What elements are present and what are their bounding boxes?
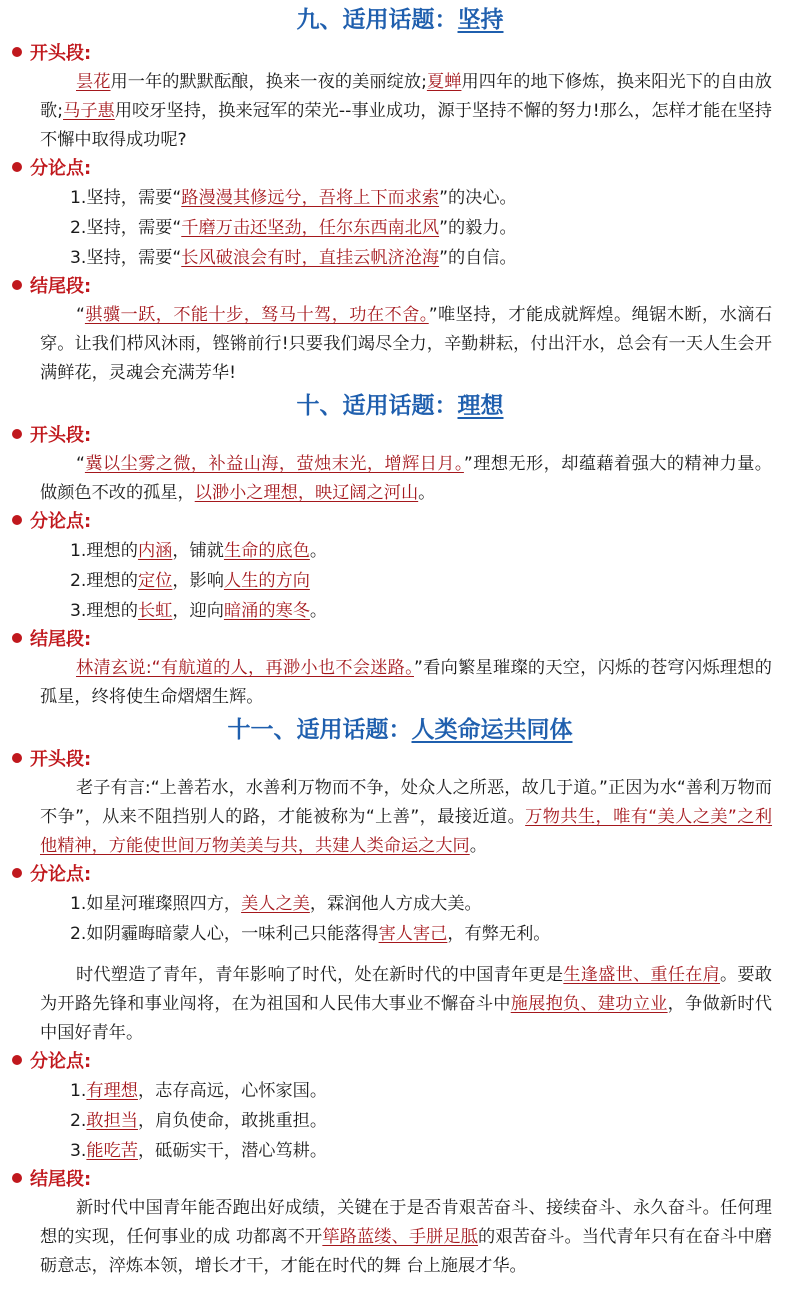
spacer [0, 949, 800, 961]
bullet-dot-icon [12, 868, 22, 878]
s12-ending-paragraph [0, 1194, 800, 1281]
text: “ [76, 454, 85, 474]
hl-text: 长风破浪会有时，直挂云帆济沧海 [181, 248, 440, 268]
text: ，肩负使命，敢挑重担。 [137, 1111, 328, 1131]
text: 。要敢为开路先锋和事业闯将，在为祖国和人民伟大事业不懈奋斗中 [40, 965, 772, 1014]
s11-points-label-text: 分论点: [30, 864, 92, 885]
list-item [70, 243, 800, 273]
text: ，志存高远，心怀家国。 [137, 1081, 328, 1101]
text: 。 [309, 541, 328, 561]
text: 1.如星河璀璨照四方， [70, 894, 242, 914]
bullet-dot-icon [12, 1173, 22, 1183]
text: 。 [309, 601, 328, 621]
hl-text: 以渺小之理想，映辽阔之河山 [194, 483, 419, 503]
text: ，铺就 [172, 541, 224, 561]
list-item [70, 213, 800, 243]
hl-text: 生逢盛世、重任在肩 [563, 965, 720, 985]
bullet-dot-icon [12, 429, 22, 439]
s10-points-list [0, 536, 800, 626]
section-9-title-prefix: 九、适用话题： [296, 7, 458, 33]
hl-text: 昙花 [76, 72, 111, 92]
s10-ending-label [0, 626, 800, 654]
s10-opening-label-text: 开头段: [30, 425, 92, 446]
hl-text: 万物共生，唯有“美人之美”之利他精神，方能使世间万物美美与共，共建人类命运之大同 [40, 807, 773, 856]
text: 用咬牙坚持，换来冠军的荣光--事业成功，源于坚持不懈的努力!那么，怎样才能在坚持不懈中取得成功呢? [40, 101, 772, 150]
text: ，迎向 [172, 601, 224, 621]
text: 老子有言:“上善若水，水善利万物而不争，处众人之所恶，故几于道。”正因为水“善利万物而不争”，从来不阻挡别人的路，才能被称为“上善”，最接近道。 [40, 778, 772, 827]
s11-opening-label-text: 开头段: [30, 749, 92, 770]
text: ”的决心。 [439, 188, 517, 208]
text: ”看向繁星璀璨的天空，闪烁的苍穹闪烁理想的孤星，终将使生命熠熠生辉。 [40, 658, 772, 707]
text: 。 [418, 483, 436, 503]
section-9-topic: 坚持 [457, 7, 504, 33]
text: 2.如阴霾晦暗蒙人心，一味利己只能落得 [70, 924, 379, 944]
text: 3.坚持，需要“ [70, 248, 182, 268]
text: 2. [70, 1111, 87, 1131]
section-10-title [0, 390, 800, 422]
bullet-dot-icon [12, 1055, 22, 1065]
s10-opening-paragraph [0, 450, 800, 508]
text: 1.理想的 [70, 541, 138, 561]
text: “ [76, 305, 85, 325]
hl-text: 定位 [137, 571, 173, 591]
bullet-dot-icon [12, 280, 22, 290]
s10-opening-label [0, 422, 800, 450]
text: 2.坚持，需要“ [70, 218, 182, 238]
hl-text: 施展抱负、建功立业 [510, 994, 668, 1014]
section-11-title-prefix: 十一、适用话题： [227, 717, 412, 743]
hl-text: 林清玄说:“有航道的人，再渺小也不会迷路。 [76, 658, 414, 678]
text: ，砥砺实干，潜心笃耕。 [137, 1141, 328, 1161]
s12-points-label-text: 分论点: [30, 1051, 92, 1072]
text: ”的毅力。 [439, 218, 517, 238]
section-11-title [0, 714, 800, 746]
hl-text: 夏蝉 [426, 72, 462, 92]
hl-text: 路漫漫其修远兮，吾将上下而求索 [181, 188, 440, 208]
s10-ending-paragraph [0, 654, 800, 712]
text: 用一年的默默酝酿，换来一夜的美丽绽放; [110, 72, 427, 92]
s9-ending-label [0, 273, 800, 301]
list-item [70, 889, 800, 919]
hl-text: 美人之美 [241, 894, 310, 914]
text: ，有弊无利。 [447, 924, 551, 944]
s12-ending-label [0, 1166, 800, 1194]
hl-text: 暗涌的寒冬 [223, 601, 310, 621]
s11-points-label [0, 861, 800, 889]
text: ”的自信。 [439, 248, 517, 268]
text: 1. [70, 1081, 87, 1101]
section-9-title [0, 4, 800, 36]
s9-ending-paragraph [0, 301, 800, 388]
text: 时代塑造了青年，青年影响了时代，处在新时代的中国青年更是 [76, 965, 564, 985]
hl-text: 敢担当 [86, 1111, 138, 1131]
text: 用四年的地下修炼，换来阳光下的自由放歌; [40, 72, 772, 121]
text: 3. [70, 1141, 87, 1161]
text: 的艰苦奋斗。当代青年只有在奋斗中磨砺意志，淬炼本领，增长才干，才能在时代的舞 台上施展才华。 [40, 1227, 772, 1276]
section-11-topic: 人类命运共同体 [411, 717, 573, 743]
text: 。 [469, 836, 487, 856]
bullet-dot-icon [12, 515, 22, 525]
text: ”理想无形，却蕴藉着强大的精神力量。做颜色不改的孤星， [40, 454, 772, 503]
s9-points-list [0, 183, 800, 273]
bullet-dot-icon [12, 47, 22, 57]
s9-opening-paragraph [0, 68, 800, 155]
list-item [70, 536, 800, 566]
text: 3.理想的 [70, 601, 138, 621]
hl-text: 生命的底色 [223, 541, 310, 561]
hl-text: 马子惠 [63, 101, 115, 121]
text: ，影响 [172, 571, 224, 591]
s11-opening-paragraph [0, 774, 800, 861]
bullet-dot-icon [12, 162, 22, 172]
hl-text: 千磨万击还坚劲，任尔东西南北风 [181, 218, 440, 238]
page [0, 4, 800, 1305]
s12-ending-label-text: 结尾段: [30, 1169, 92, 1190]
text: ，争做新时代中国好青年。 [40, 994, 772, 1043]
s12-points-list [0, 1076, 800, 1166]
list-item [70, 1136, 800, 1166]
text: 新时代中国青年能否跑出好成绩，关键在于是否肯艰苦奋斗、接续奋斗、永久奋斗。任何理想的实现，任何事业的成 功都离不开 [40, 1198, 772, 1247]
list-item [70, 566, 800, 596]
text: 1.坚持，需要“ [70, 188, 182, 208]
section-10-topic: 理想 [457, 393, 504, 419]
bullet-dot-icon [12, 633, 22, 643]
text: ”唯坚持，才能成就辉煌。绳锯木断，水滴石穿。让我们栉风沐雨，铿锵前行!只要我们竭尽全力，辛勤耕耘，付出汗水，总会有一天人生会开满鲜花，灵魂会充满芳华! [40, 305, 773, 383]
hl-text: 筚路蓝缕、手胼足胝 [322, 1227, 479, 1247]
hl-text: 有理想 [86, 1081, 138, 1101]
s9-opening-label [0, 40, 800, 68]
hl-text: 能吃苦 [86, 1141, 138, 1161]
s10-points-label-text: 分论点: [30, 511, 92, 532]
list-item [70, 596, 800, 626]
s11-opening-label [0, 746, 800, 774]
s9-points-label [0, 155, 800, 183]
section-10-title-prefix: 十、适用话题： [296, 393, 458, 419]
hl-text: 冀以尘雾之微，补益山海，萤烛末光，增辉日月。 [84, 454, 464, 474]
s11-points-list [0, 889, 800, 949]
s9-opening-label-text: 开头段: [30, 43, 92, 64]
list-item [70, 919, 800, 949]
s10-points-label [0, 508, 800, 536]
list-item [70, 183, 800, 213]
list-item [70, 1106, 800, 1136]
hl-text: 害人害己 [378, 924, 448, 944]
hl-text: 内涵 [137, 541, 173, 561]
hl-text: 骐骥一跃，不能十步，驽马十驾，功在不舍。 [84, 305, 429, 325]
list-item [70, 1076, 800, 1106]
text: 2.理想的 [70, 571, 138, 591]
s9-ending-label-text: 结尾段: [30, 276, 92, 297]
bullet-dot-icon [12, 753, 22, 763]
text: ，霖润他人方成大美。 [309, 894, 482, 914]
hl-text: 长虹 [137, 601, 173, 621]
s9-points-label-text: 分论点: [30, 158, 92, 179]
s10-ending-label-text: 结尾段: [30, 629, 92, 650]
s12-points-label [0, 1048, 800, 1076]
s12-intro-paragraph [0, 961, 800, 1048]
hl-text: 人生的方向 [223, 571, 310, 591]
